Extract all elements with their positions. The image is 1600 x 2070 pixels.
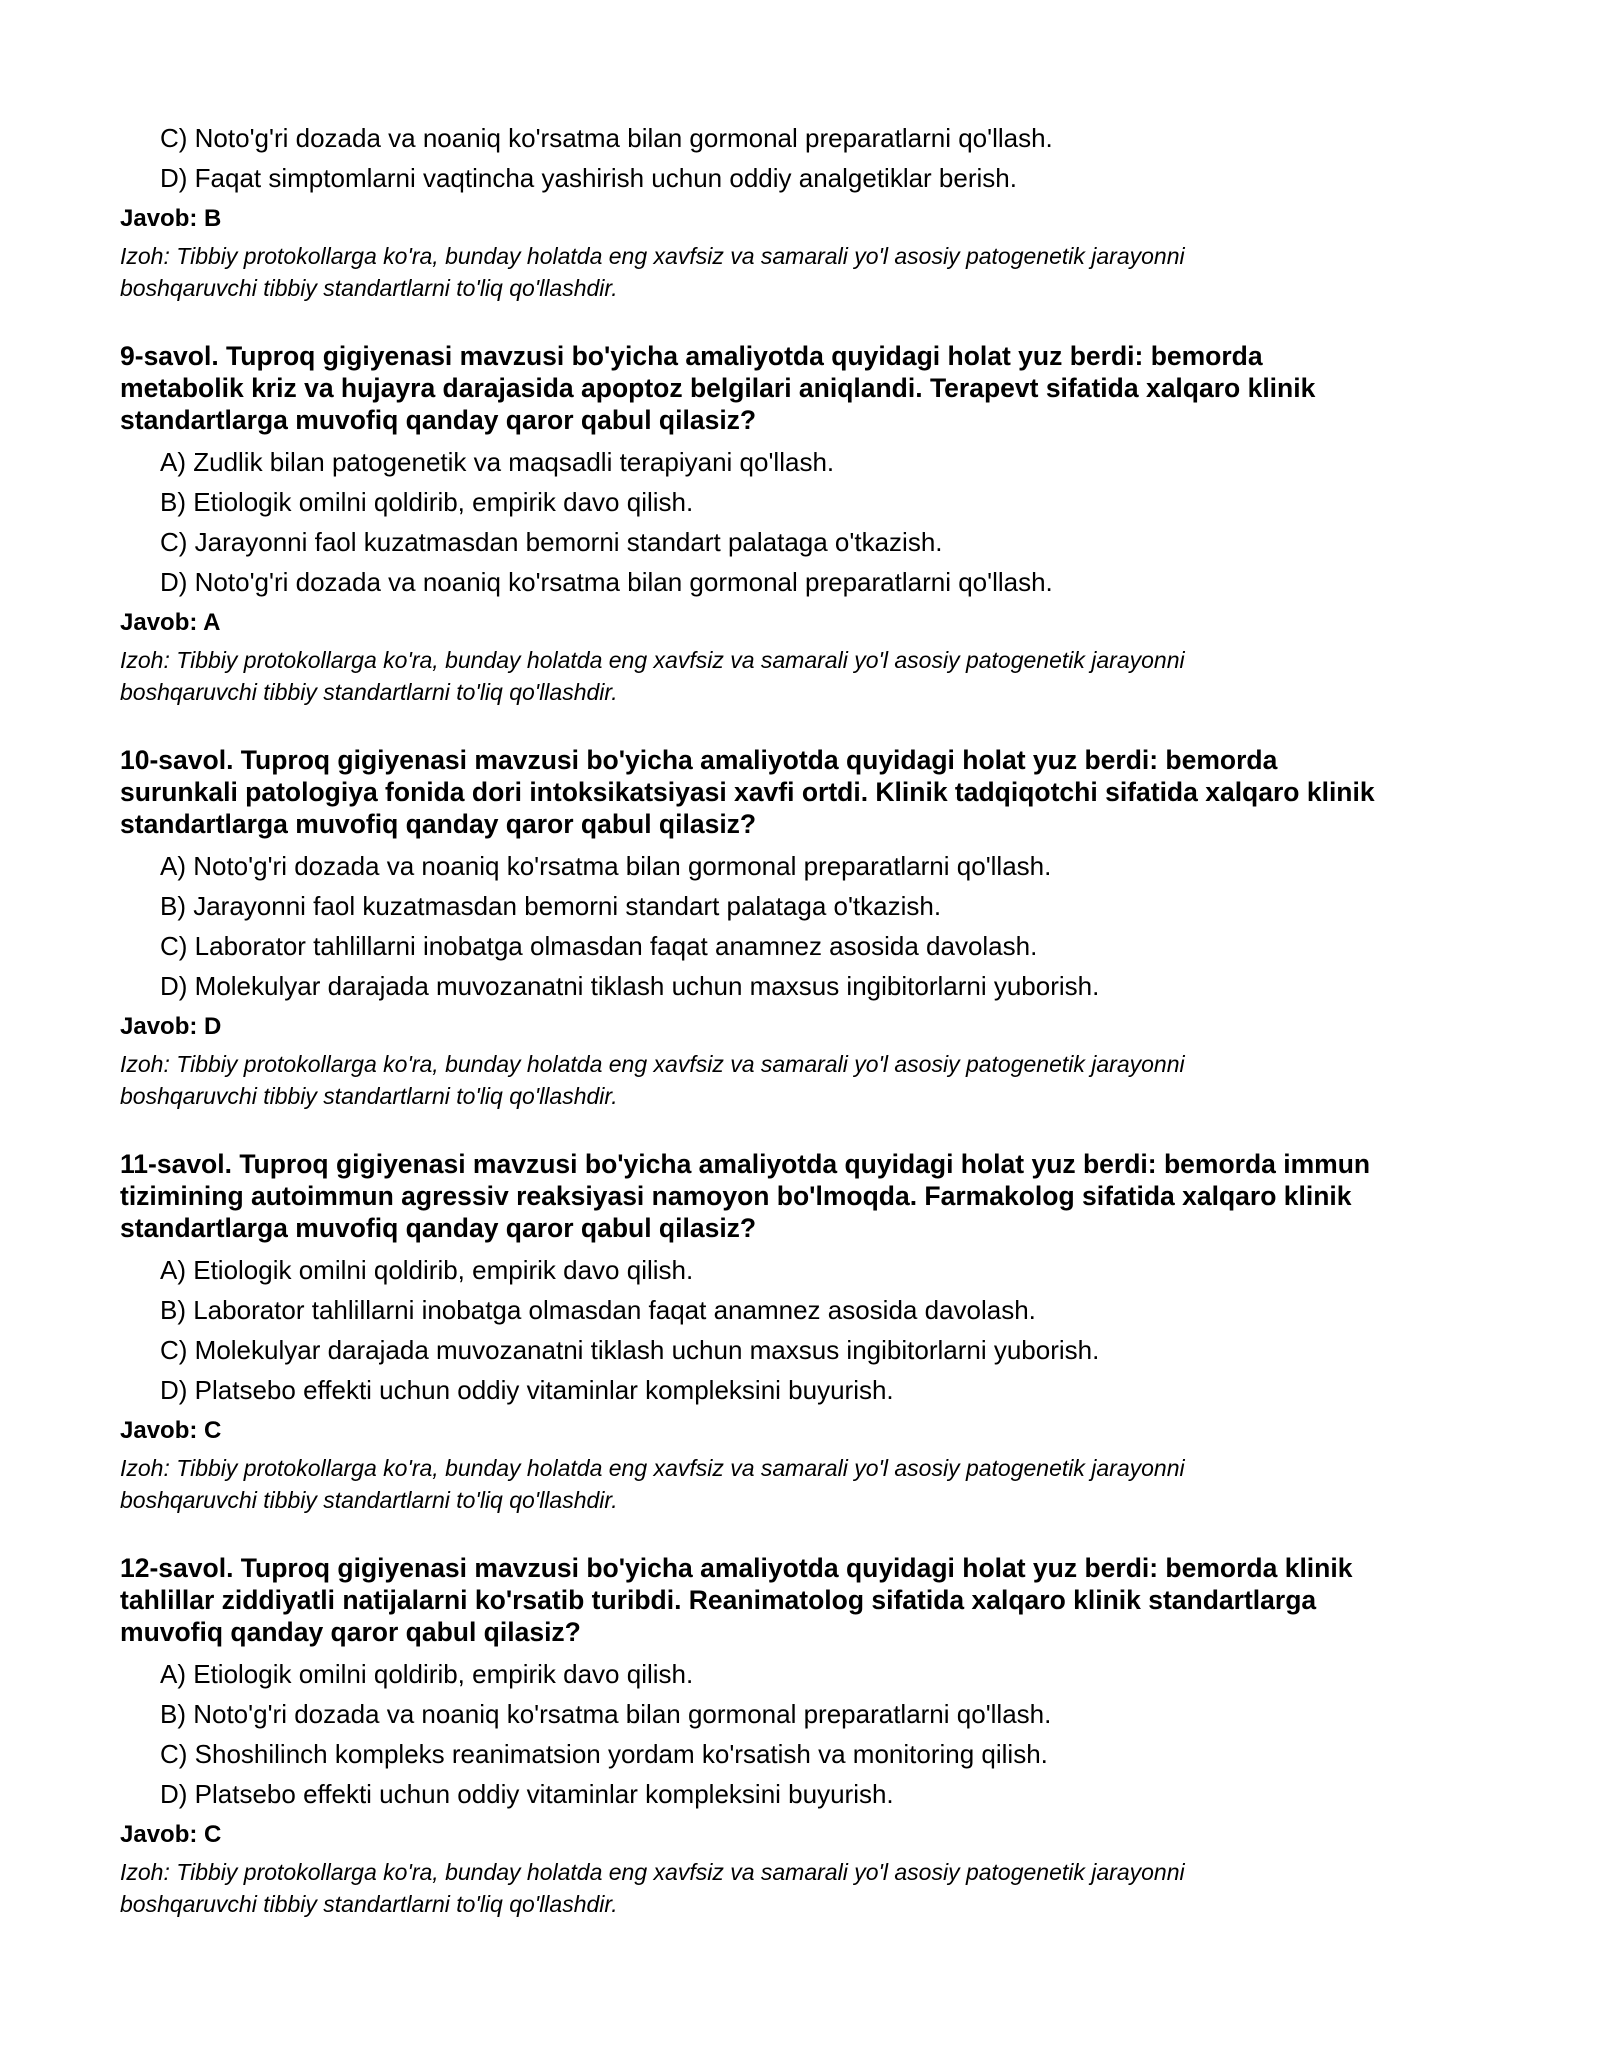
question-line: metabolik kriz va hujayra darajasida apoptoz belgilari aniqlandi. Terapevt sifatida xalqaro klinik [120,373,1316,403]
option-d: D) Molekulyar darajada muvozanatni tiklash uchun maxsus ingibitorlarni yuborish. [160,971,1100,1001]
option-d: D) Platsebo effekti uchun oddiy vitaminlar kompleksini buyurish. [160,1779,894,1809]
answer-label: Javob: A [120,609,221,636]
explanation-note [120,1048,1500,1112]
option-a: A) Etiologik omilni qoldirib, empirik davo qilish. [160,1255,694,1285]
option-c: C) Molekulyar darajada muvozanatni tiklash uchun maxsus ingibitorlarni yuborish. [160,1335,1100,1365]
option-c: C) Noto'g'ri dozada va noaniq ko'rsatma bilan gormonal preparatlarni qo'llash. [160,123,1053,153]
option-b: B) Noto'g'ri dozada va noaniq ko'rsatma bilan gormonal preparatlarni qo'llash. [160,1699,1052,1729]
question-line: standartlarga muvofiq qanday qaror qabul qilasiz? [120,405,757,435]
question-text [120,340,1500,436]
question-text [120,1148,1500,1244]
explanation-line: boshqaruvchi tibbiy standartlarni to'liq qo'llashdir. [120,275,618,301]
option-c: C) Jarayonni faol kuzatmasdan bemorni standart palataga o'tkazish. [160,527,943,557]
option-d: D) Platsebo effekti uchun oddiy vitaminlar kompleksini buyurish. [160,1375,894,1405]
option-a: A) Zudlik bilan patogenetik va maqsadli terapiyani qo'llash. [160,447,835,477]
question-line: muvofiq qanday qaror qabul qilasiz? [120,1617,581,1647]
question-line: 12-savol. Tuproq gigiyenasi mavzusi bo'yicha amaliyotda quyidagi holat yuz berdi: bemorda klinik [120,1553,1353,1583]
option-c: C) Shoshilinch kompleks reanimatsion yordam ko'rsatish va monitoring qilish. [160,1739,1048,1769]
explanation-line: boshqaruvchi tibbiy standartlarni to'liq qo'llashdir. [120,1083,618,1109]
question-line: tizimining autoimmun agressiv reaksiyasi namoyon bo'lmoqda. Farmakolog sifatida xalqaro klinik [120,1181,1352,1211]
question-line: standartlarga muvofiq qanday qaror qabul qilasiz? [120,809,757,839]
option-b: B) Etiologik omilni qoldirib, empirik davo qilish. [160,487,694,517]
explanation-line: Izoh: Tibbiy protokollarga ko'ra, bunday holatda eng xavfsiz va samarali yo'l asosiy patogenetik jarayonni [120,1051,1185,1077]
question-11-block [120,1148,1500,1516]
question-line: 10-savol. Tuproq gigiyenasi mavzusi bo'yicha amaliyotda quyidagi holat yuz berdi: bemorda [120,745,1278,775]
option-d: D) Noto'g'ri dozada va noaniq ko'rsatma bilan gormonal preparatlarni qo'llash. [160,567,1053,597]
answer-label: Javob: B [120,205,222,232]
explanation-line: boshqaruvchi tibbiy standartlarni to'liq qo'llashdir. [120,679,618,705]
question-10-block [120,744,1500,1112]
explanation-line: Izoh: Tibbiy protokollarga ko'ra, bunday holatda eng xavfsiz va samarali yo'l asosiy patogenetik jarayonni [120,243,1185,269]
question-line: 9-savol. Tuproq gigiyenasi mavzusi bo'yicha amaliyotda quyidagi holat yuz berdi: bemorda [120,341,1263,371]
explanation-note [120,1856,1500,1920]
option-b: B) Jarayonni faol kuzatmasdan bemorni standart palataga o'tkazish. [160,891,942,921]
explanation-line: Izoh: Tibbiy protokollarga ko'ra, bunday holatda eng xavfsiz va samarali yo'l asosiy patogenetik jarayonni [120,1455,1185,1481]
explanation-note [120,1452,1500,1516]
question-text [120,1552,1500,1648]
answer-label: Javob: C [120,1417,222,1444]
explanation-line: boshqaruvchi tibbiy standartlarni to'liq qo'llashdir. [120,1891,618,1917]
question-line: surunkali patologiya fonida dori intoksikatsiyasi xavfi ortdi. Klinik tadqiqotchi sifatida xalqaro klinik [120,777,1375,807]
explanation-line: Izoh: Tibbiy protokollarga ko'ra, bunday holatda eng xavfsiz va samarali yo'l asosiy patogenetik jarayonni [120,647,1185,673]
option-b: B) Laborator tahlillarni inobatga olmasdan faqat anamnez asosida davolash. [160,1295,1036,1325]
question-12-block [120,1552,1500,1920]
option-a: A) Noto'g'ri dozada va noaniq ko'rsatma bilan gormonal preparatlarni qo'llash. [160,851,1052,881]
option-d: D) Faqat simptomlarni vaqtincha yashirish uchun oddiy analgetiklar berish. [160,163,1017,193]
explanation-line: Izoh: Tibbiy protokollarga ko'ra, bunday holatda eng xavfsiz va samarali yo'l asosiy patogenetik jarayonni [120,1859,1185,1885]
answer-label: Javob: C [120,1821,222,1848]
question-text [120,744,1500,840]
question-8-continuation [120,118,1500,304]
explanation-line: boshqaruvchi tibbiy standartlarni to'liq qo'llashdir. [120,1487,618,1513]
explanation-note [120,240,1500,304]
explanation-note [120,644,1500,708]
question-line: 11-savol. Tuproq gigiyenasi mavzusi bo'yicha amaliyotda quyidagi holat yuz berdi: bemorda immun [120,1149,1371,1179]
question-9-block [120,340,1500,708]
answer-label: Javob: D [120,1013,222,1040]
question-line: tahlillar ziddiyatli natijalarni ko'rsatib turibdi. Reanimatolog sifatida xalqaro klinik standartlarga [120,1585,1317,1615]
question-line: standartlarga muvofiq qanday qaror qabul qilasiz? [120,1213,757,1243]
option-c: C) Laborator tahlillarni inobatga olmasdan faqat anamnez asosida davolash. [160,931,1038,961]
option-a: A) Etiologik omilni qoldirib, empirik davo qilish. [160,1659,694,1689]
document-page [120,118,1500,1920]
